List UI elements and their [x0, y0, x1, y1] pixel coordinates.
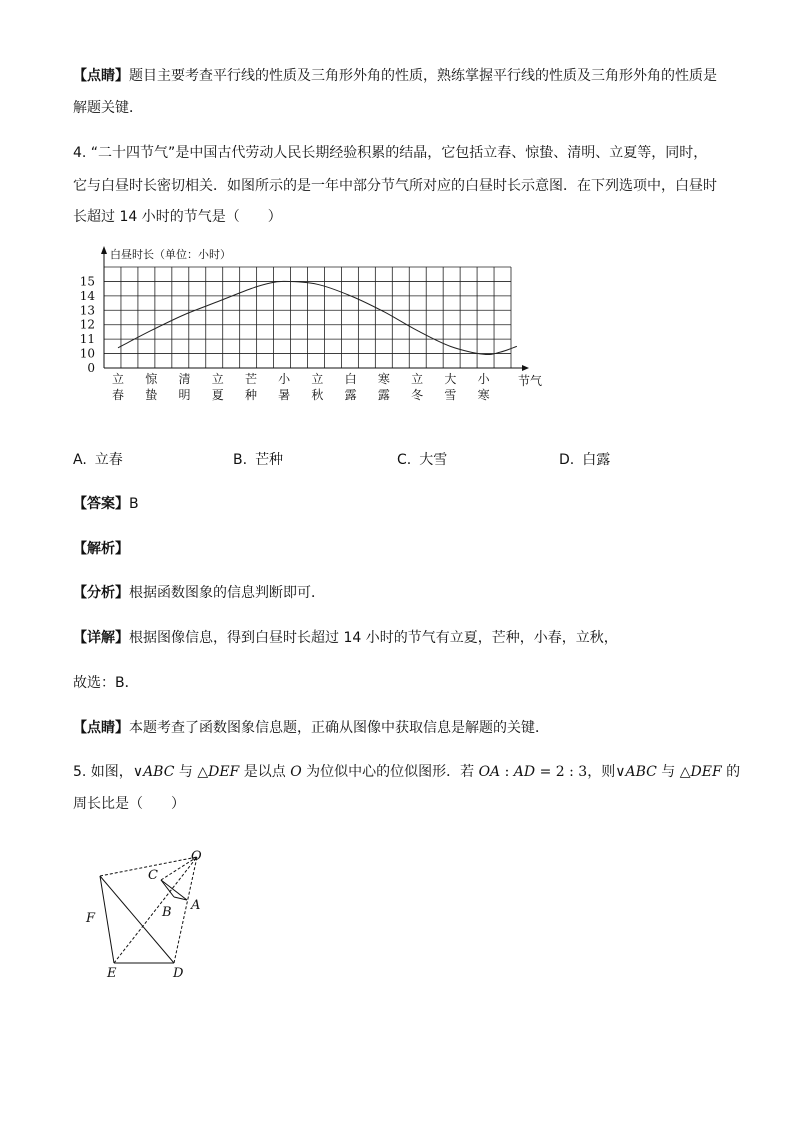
q4-stem-line2: 它与白昼时长密切相关．如图所示的是一年中部分节气所对应的白昼时长示意图．在下列选项中，白昼时 [73, 178, 717, 194]
chart-xlabel: 节气 [518, 374, 543, 388]
dianjing-q3-line1 [73, 66, 717, 86]
segment-fe [100, 876, 114, 963]
x-tick-label: 露 [344, 388, 357, 402]
answer-line [73, 494, 139, 514]
q5-stem-line1: 5. 如图，∨ABC 与 △DEF 是以点 O 为位似中心的位似图形．若 OA : AD = 2 : 3，则∨ABC 与 △DEF 的 [73, 764, 741, 780]
point-label-e: E [107, 966, 117, 981]
point-label-b: B [162, 905, 172, 920]
y-axis-arrow [101, 246, 107, 254]
x-tick-label: 立 [211, 372, 224, 386]
dianjing-text: 本题考查了函数图象信息题，正确从图像中获取信息是解题的关键． [129, 720, 549, 736]
option-d[interactable]: D. 白露 [559, 452, 611, 468]
daylight-chart [70, 240, 550, 410]
point-label-f: F [86, 911, 96, 926]
y-tick-label: 0 [87, 361, 95, 375]
x-tick-label: 立 [411, 372, 424, 386]
x-tick-label: 大 [444, 372, 457, 386]
chart-xticks [112, 371, 491, 402]
y-tick-label: 13 [79, 303, 95, 318]
x-tick-label: 夏 [211, 388, 224, 402]
x-tick-label: 冬 [411, 388, 424, 402]
y-tick-label: 12 [79, 317, 95, 332]
q5-stem-line2: 周长比是（ ） [73, 796, 185, 812]
x-tick-label: 立 [311, 372, 324, 386]
chart-yticks [80, 274, 96, 375]
xiangjie-line [73, 628, 618, 648]
x-tick-label: 种 [244, 388, 257, 402]
xiangjie-tag: 【详解】 [73, 630, 129, 646]
x-tick-label: 暑 [278, 388, 291, 402]
dianjing-text: 题目主要考查平行线的性质及三角形外角的性质，熟练掌握平行线的性质及三角形外角的性质是 [129, 68, 717, 84]
y-tick-label: 11 [79, 332, 95, 347]
answer-tag: 【答案】 [73, 496, 129, 512]
x-tick-label: 小 [278, 372, 291, 386]
x-tick-label: 白 [344, 372, 357, 386]
q4-stem-line3: 长超过 14 小时的节气是（ ） [73, 209, 282, 225]
dianjing-tag: 【点睛】 [73, 720, 129, 736]
x-tick-label: 明 [178, 388, 191, 402]
x-tick-label: 惊 [145, 372, 158, 386]
dianjing-q3-line2: 解题关键． [73, 100, 143, 116]
dianjing-q4-line [73, 718, 549, 738]
chart-ylabel: 白昼时长（单位：小时） [110, 248, 231, 261]
guxuan-line: 故选：B． [73, 675, 139, 691]
jiexi-tag: 【解析】 [73, 541, 129, 557]
x-tick-label: 寒 [477, 388, 490, 402]
option-b[interactable]: B. 芒种 [233, 452, 284, 468]
x-tick-label: 秋 [311, 388, 324, 402]
x-tick-label: 清 [178, 372, 191, 386]
point-label-a: A [191, 898, 201, 913]
x-tick-label: 小 [477, 372, 490, 386]
x-tick-label: 露 [377, 388, 390, 402]
homothety-figure [80, 842, 220, 987]
jiexi-line [73, 539, 129, 559]
fenxi-tag: 【分析】 [73, 585, 129, 601]
x-tick-label: 芒 [244, 372, 257, 386]
x-tick-label: 寒 [377, 372, 390, 386]
q4-stem-line1: 4. “二十四节气”是中国古代劳动人民长期经验积累的结晶，它包括立春、惊蛰、清明、立夏等，同时， [73, 145, 708, 161]
y-tick-label: 15 [79, 274, 95, 289]
option-a[interactable]: A. 立春 [73, 452, 123, 468]
fenxi-text: 根据函数图象的信息判断即可． [129, 585, 325, 601]
x-tick-label: 蛰 [145, 388, 158, 402]
option-c[interactable]: C. 大雪 [397, 452, 448, 468]
chart-grid [104, 267, 511, 368]
daylight-curve [118, 281, 517, 354]
x-tick-label: 雪 [444, 388, 457, 402]
dianjing-tag: 【点睛】 [73, 68, 129, 84]
x-tick-label: 立 [111, 372, 125, 386]
fenxi-line [73, 583, 325, 603]
chart-axes [101, 246, 529, 371]
xiangjie-text: 根据图像信息，得到白昼时长超过 14 小时的节气有立夏，芒种，小春，立秋， [129, 630, 618, 646]
point-label-d: D [173, 966, 184, 981]
point-label-o: O [191, 849, 202, 864]
point-label-c: C [148, 868, 158, 883]
y-tick-label: 14 [79, 288, 95, 303]
x-axis-arrow [522, 365, 529, 371]
answer-value: B [129, 496, 139, 512]
x-tick-label: 春 [111, 388, 125, 402]
y-tick-label: 10 [79, 346, 95, 361]
